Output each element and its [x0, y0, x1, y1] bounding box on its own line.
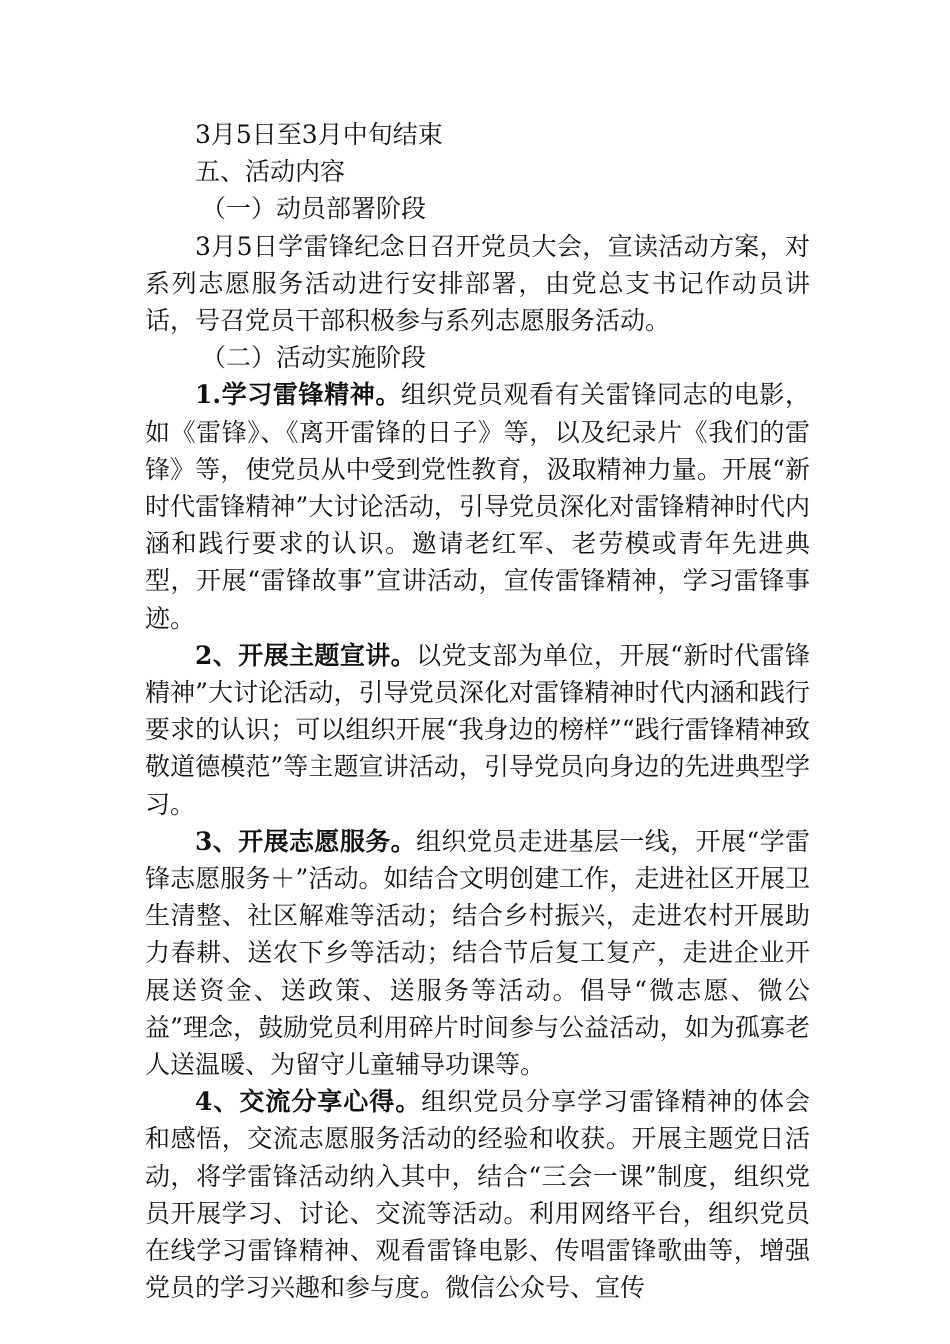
- item-4-body: 组织党员分享学习雷锋精神的体会和感悟，交流志愿服务活动的经验和收获。开展主题党日活动，将学雷锋活动纳入其中，结合“三会一课”制度，组织党员开展学习、讨论、交流等活动。利用网络平台，组织党员在线学习雷锋精神、观看雷锋电影、传唱雷锋歌曲等，增强党员的学习兴趣和参与度。微信公众号、宣传: [145, 1087, 810, 1303]
- paragraph-item-4: [145, 1083, 810, 1306]
- item-1-lead: 1.学习雷锋精神。: [195, 380, 401, 410]
- item-3-lead: 3、开展志愿服务。: [195, 826, 417, 856]
- item-2-lead: 2、开展主题宣讲。: [195, 640, 417, 670]
- paragraph-item-1: [145, 376, 810, 636]
- subheading-mobilization-stage: （一）动员部署阶段: [201, 194, 427, 224]
- section-heading-activity-content: 五、活动内容: [195, 157, 346, 187]
- paragraph-mobilization: 3月5日学雷锋纪念日召开党员大会，宣读活动方案，对系列志愿服务活动进行安排部署，由党总支书记作动员讲话，号召党员干部积极参与系列志愿服务活动。: [145, 231, 810, 336]
- paragraph-item-3: [145, 823, 810, 1083]
- date-range-line: 3月5日至3月中旬结束: [195, 120, 443, 149]
- subheading-implementation-stage: （二）活动实施阶段: [201, 343, 427, 373]
- document-body: [145, 116, 810, 1307]
- item-1-body: 组织党员观看有关雷锋同志的电影，如《雷锋》、《离开雷锋的日子》等，以及纪录片《我们的雷锋》等，使党员从中受到党性教育，汲取精神力量。开展“新时代雷锋精神”大讨论活动，引导党员深化对雷锋精神时代内涵和践行要求的认识。邀请老红军、老劳模或青年先进典型，开展“雷锋故事”宣讲活动，宣传雷锋精神，学习雷锋事迹。: [145, 380, 810, 633]
- item-2-body: 以党支部为单位，开展“新时代雷锋精神”大讨论活动，引导党员深化对雷锋精神时代内涵和践行要求的认识；可以组织开展“我身边的榜样”“践行雷锋精神致敬道德模范”等主题宣讲活动，引导党员向身边的先进典型学习。: [145, 640, 810, 819]
- item-4-lead: 4、交流分享心得。: [195, 1087, 422, 1117]
- item-3-body: 组织党员走进基层一线，开展“学雷锋志愿服务＋”活动。如结合文明创建工作，走进社区开展卫生清整、社区解难等活动；结合乡村振兴，走进农村开展助力春耕、送农下乡等活动；结合节后复工复产，走进企业开展送资金、送政策、送服务等活动。倡导“微志愿、微公益”理念，鼓励党员利用碎片时间参与公益活动，如为孤寡老人送温暖、为留守儿童辅导功课等。: [145, 826, 810, 1080]
- paragraph-item-2: [145, 637, 810, 823]
